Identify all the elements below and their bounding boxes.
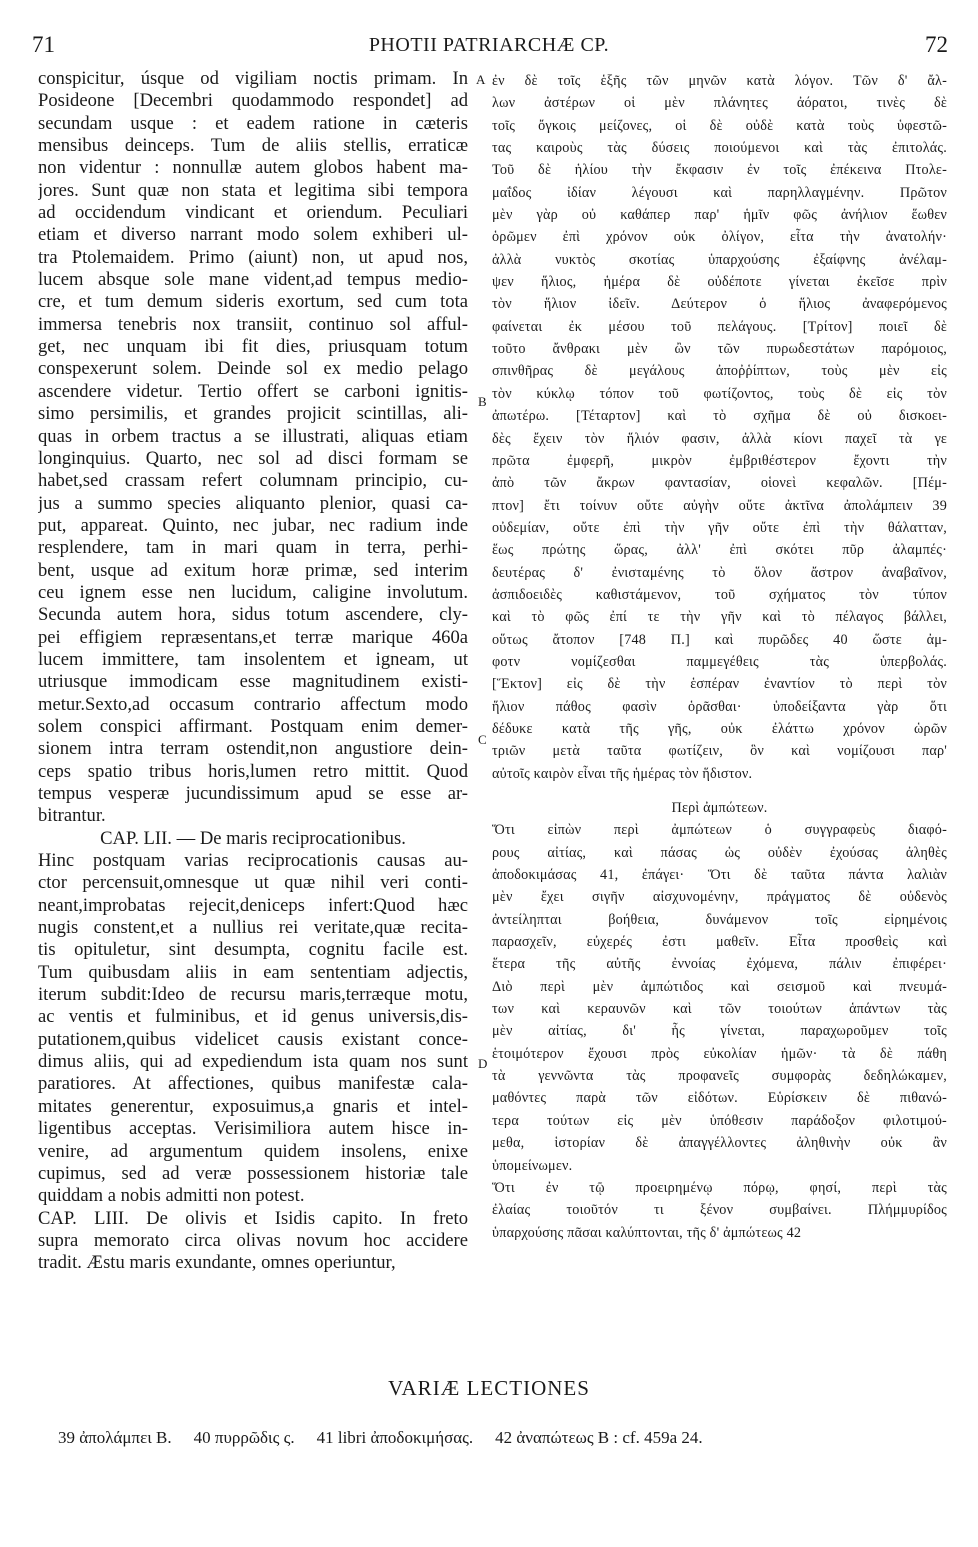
greek-line: τοῖς ὄγκοις μείζονες, οἱ δὲ οὐδὲ κατὰ τοὺς ὑφεστῶ- — [492, 117, 947, 134]
latin-line: jores. Sunt quæ non stata et legitima sibi tempora — [38, 179, 468, 201]
latin-line: bent, usque ad exitum horæ primæ, sed interim — [38, 559, 468, 581]
greek-line: σπινθῆρας δὲ μεγάλους ἀποῤῥίπτων, τοὺς μὲν εἰς — [492, 363, 947, 380]
greek-line: τὸν ἥλιον ἰδεῖν. Δεύτερον ὁ ἥλιος ἀναφερόμενος — [492, 296, 947, 313]
greek-line: ἀσπιδοειδὲς καθιστάμενον, τοῦ σχήματος τὸν τύπον — [492, 586, 947, 603]
greek-line: φαίνεται ἐκ μέσου τοῦ πελάγους. [Τρίτον] ποιεῖ δὲ — [492, 318, 947, 335]
margin-marker-a: A — [476, 72, 486, 87]
greek-line: τερα τούτων εἰς μὲν ὑπόθεσιν παράδοξον φιλοτιμού- — [492, 1112, 947, 1129]
latin-line: metur.Sexto,ad occasum contrario affectum modo — [38, 693, 468, 715]
latin-line: secundam usque : et eadem ratione in cæteris — [38, 112, 468, 134]
latin-line: ad occidendum vindicant et oriendum. Peculiari — [38, 202, 468, 224]
running-title: PHOTII PATRIARCHÆ CP. — [368, 34, 610, 56]
greek-line: Ὅτι ἐν τῷ προειρημένῳ πόρῳ, φησί, περὶ τὰς — [492, 1179, 947, 1196]
greek-line: ἥλιον πάθος φασὶν ὁρᾶσθαι· ὑποδείξαντα γὰρ ὅτι — [492, 698, 947, 715]
greek-line: πτον] ἔτι τοίνυν οὔτε αὐγὴν οὔτε ἀκτῖνα ἀπολάμπειν 39 — [492, 497, 947, 514]
greek-line: μεθα, ἱστορίαν δὲ ἀπαγγέλλοντες ἀληθινὴν οὐκ ἂν — [492, 1135, 947, 1152]
greek-line: ἐλαίας τοιοῦτόν τι ξένον συμβαίνει. Πλήμμυρίδος — [492, 1202, 947, 1219]
greek-line: οὐδεμίαν, οὔτε ἐπὶ τὴν γῆν οὔτε ἐπὶ τὴν θάλατταν, — [492, 519, 947, 536]
greek-line: των καὶ κεραυνῶν καὶ τῶν τοιούτων ἁπάντων τὰς — [492, 1001, 947, 1018]
latin-line: cre, et tum demum sideris exortum, sed cum tota — [38, 291, 468, 313]
latin-line: get, nec unquam ibi fit dies, priusquam totum — [38, 336, 468, 358]
latin-line: ceps spatio tribus horis,lumen retro mittit. Quod — [38, 760, 468, 782]
greek-line: δέδυκε κατὰ τῆς γῆς, οὐκ ἐλάττω χρόνον ὡρῶν — [492, 720, 947, 737]
latin-line: quiddam a nobis admitti non potest. — [38, 1185, 305, 1207]
greek-line: ἀλλὰ νυκτὸς σκοτίας ὑπαρχούσης ἐξαίφνης ἀνέλαμ- — [492, 251, 947, 268]
greek-line: πρῶτα ἐμφερῆ, μικρὸν ἐμβριθέστερον ἔχοντι τὴν — [492, 452, 947, 469]
latin-line: ceu ignem esse nen lucidum, caligine involutum. — [38, 581, 468, 603]
greek-line: ρους αἰτίας, καὶ πάσας ὡς οὐδὲν ἐχούσας ἀληθὲς — [492, 844, 947, 861]
latin-line: utriusque immodicam esse magnitudinem existi- — [38, 671, 468, 693]
greek-line: λων ἀστέρων οἱ μὲν πλάνητες ἀόρατοι, τινὲς δὲ — [492, 95, 947, 112]
greek-line: Ὅτι εἰπὼν περὶ ἀμπώτεων ὁ συγγραφεὺς διαφό- — [492, 822, 947, 839]
greek-line: Περὶ ἀμπώτεων. — [671, 800, 768, 816]
latin-line: non videntur : nonnullæ autem globos habent ma- — [38, 157, 468, 179]
greek-line: ἀπωτέρω. [Τέταρτον] καὶ τὸ σχῆμα δὲ οὐ δισκοει- — [492, 408, 947, 425]
latin-line: lucem immittere, tam insolentem et igneam, ut — [38, 648, 468, 670]
latin-line: supra memorato circa olivas novum hoc accidere — [38, 1229, 468, 1251]
greek-line: ἕως πρώτης ὥρας, ἀλλ' ἐπὶ σκότει πῦρ ἀλαμπές· — [492, 542, 947, 559]
greek-line: αὐτοῖς καιρὸν εἶναι τῆς ἡμέρας τὸν ἥδιστον. — [492, 765, 753, 782]
variant-note: 42 ἀναπώτεως B : cf. 459a 24. — [495, 1428, 703, 1447]
greek-line: ἀποδοκιμάσας 41, ἐπάγει· Ὅτι δὲ ταῦτα πάντα λαλιὰν — [492, 867, 947, 884]
latin-line: CAP. LIII. De olivis et Isidis capito. In freto — [38, 1207, 468, 1229]
latin-line: Tum quibusdam aliis in eam sententiam adjectis, — [38, 961, 468, 983]
latin-line: tradit. Æstu maris exundante, omnes operiuntur, — [38, 1252, 396, 1274]
latin-line: CAP. LII. — De maris reciprocationibus. — [100, 827, 406, 849]
greek-line: παρασχεῖν, εὐχερές ἐστι μαθεῖν. Εἶτα προσθεὶς καὶ — [492, 934, 947, 951]
greek-line: τὸν κύκλῳ τόπον τοῦ φωτίζοντος, τοὺς δὲ εἰς τὸν — [492, 385, 947, 402]
greek-line: μαθόντες παρὰ τῶν εἰδότων. Εὑρίσκειν δὲ πιθανώ- — [492, 1090, 947, 1107]
latin-line: neant,improbatas rejecit,deniceps infert:Quod hæc — [38, 894, 468, 916]
greek-line: ἐν δὲ τοῖς ἑξῆς τῶν μηνῶν κατὰ λόγον. Τῶν δ' ἄλ- — [492, 73, 947, 89]
latin-line: quas in orbem tractus a se illustrati, aliquas etiam — [38, 425, 468, 447]
latin-line: tis opituletur, sint desumpta, cognitu facile est. — [38, 939, 468, 961]
latin-line: dimus aliis, qui ad expediendum ista quam nos sunt — [38, 1051, 468, 1073]
latin-line: ctor percensuit,omnesque ut quæ nihil veri conti- — [38, 872, 468, 894]
latin-line: cupimus, sed ad veræ possessionem historiæ tale — [38, 1162, 468, 1184]
greek-line: δευτέρας δ' ἐνισταμένης τὸ ὅλον ἄστρον ἀναβαῖνον, — [492, 564, 947, 581]
latin-line: ascendere videtur. Tertio offert se carboni ignitis- — [38, 380, 468, 402]
latin-line: jus a summo species aliquanto plenior, quasi ca- — [38, 492, 468, 514]
latin-line: paratiores. At affectiones, quibus manifestæ cala- — [38, 1073, 468, 1095]
latin-line: resplendere, tam in mari quam in terra, perhi- — [38, 537, 468, 559]
greek-line: ἀπὸ τῶν ἄκρων φαντασίαν, οἱονεὶ κεφαλῶν. [Πέμ- — [492, 475, 947, 492]
latin-line: pei effigiem repræsentans,et terræ marique 460a — [38, 626, 468, 648]
latin-line: etiam et diverso narrant modo solem exhiberi ul- — [38, 224, 468, 246]
variant-note: 41 libri ἀποδοκιμήσας. — [316, 1428, 474, 1447]
greek-line: Διὸ περὶ μὲν ἀμπώτιδος καὶ σεισμοῦ καὶ πνευμά- — [492, 978, 947, 995]
greek-line: ἀντείληπται βοήθεια, δυνάμενον τοῖς εἰρημένοις — [492, 911, 947, 928]
latin-line: put, appareat. Quinto, nec jubar, nec radium inde — [38, 514, 468, 536]
greek-line: ὑπαρχούσης πᾶσαι καλύπτονται, τῆς δ' ἀμπώτεως 42 — [492, 1224, 802, 1241]
greek-line: ψεν ἥλιος, ἡμέρα δὲ οὐδέποτε γίνεται ἐκεῖσε πρὶν — [492, 274, 947, 291]
latin-line: tra Ptolemaidem. Primo (aiunt) non, ut apud nos, — [38, 246, 468, 268]
latin-line: lucem absque sole mane vident,ad tempus medio- — [38, 269, 468, 291]
greek-line: μὲν ἔχει σιγῆν αἰσχυνομένην, πράγματος δὲ οὐδενὸς — [492, 889, 947, 906]
variant-note: 39 ἀπολάμπει B. — [58, 1428, 172, 1447]
latin-line: bitrantur. — [38, 805, 106, 827]
latin-line: iterum subdit:Ideo de recursu maris,terræque motu, — [38, 984, 468, 1006]
latin-line: ac ventis et fulminibus, et id genus universis,dis- — [38, 1006, 468, 1028]
latin-line: conspicitur, úsque od vigiliam noctis primam. In — [38, 68, 468, 89]
greek-line: τὰ γεννῶντα τὰς προφανεῖς συμφορὰς δεδηλώκαμεν, — [492, 1068, 947, 1085]
latin-line: sionem intra terram ostendit,non angustiore dein- — [38, 738, 468, 760]
latin-line: venire, ad argumentum quidem insolens, enixe — [38, 1140, 468, 1162]
latin-line: nugis constent,et a nullius rei veritate,quæ recita- — [38, 917, 468, 939]
variant-note: 40 πυρρῶδις ς. — [193, 1428, 295, 1447]
latin-line: simo persimilis, et grandes projicit scintillas, ali- — [38, 403, 468, 425]
greek-line: δὲς ἔχειν τὸν ἥλιόν φασιν, ἀλλὰ κίονι παχεῖ τὰ γε — [492, 430, 947, 447]
margin-marker-b: B — [478, 394, 487, 409]
latin-line: Secunda autem hora, sidus totum ascendere, cly- — [38, 604, 468, 626]
variae-notes — [58, 1428, 938, 1448]
greek-line: τριῶν μετὰ ταῦτα φωτίζειν, ὃν καὶ νομίζουσι παρ' — [492, 743, 947, 760]
greek-line: φοτν νομίζεσθαι παμμεγέθεις τὰς ὑπερβολάς. — [492, 653, 947, 670]
page-number-left: 71 — [32, 32, 55, 57]
latin-line: tempus vesperæ jucundissimum apud se esse ar- — [38, 783, 468, 804]
page-number-right: 72 — [925, 32, 948, 57]
page-header — [30, 32, 948, 66]
greek-line: καὶ τὸ φῶς ἐπί τε τὴν γῆν καὶ τὸ πέλαγος βάλλει, — [492, 609, 947, 626]
latin-line: habet,sed crassam refert columnam principio, cu- — [38, 470, 468, 492]
greek-line: μὲν γὰρ οὐ καθάπερ παρ' ἡμῖν φῶς ἀνήλιον ἕωθεν — [492, 207, 947, 224]
margin-marker-c: C — [478, 732, 487, 747]
greek-line: ὁρῶμεν ἐπὶ χρόνον οὐκ ὀλίγον, εἶτα τὴν ἀνατολήν· — [492, 229, 947, 246]
latin-line: mensibus deinceps. Tum de aliis stellis, erraticæ — [38, 135, 468, 157]
greek-column — [492, 70, 947, 1244]
greek-line: τας καιροὺς τὰς δύσεις ποιούμενοι καὶ τὰς ἐπιτολάς. — [492, 140, 947, 157]
latin-line: solem conspici affirmant. Postquam enim demer- — [38, 715, 468, 737]
latin-line: mitates generentur, exposuimus,a gnaris et intel- — [38, 1095, 468, 1117]
greek-line: ἑτοιμότερον ἔχουσι πρὸς εὐκολίαν ἡμῶν· τὰ δὲ πάθη — [492, 1045, 947, 1062]
latin-line: Posideone [Decembri quodammodo respondet] ad — [38, 90, 468, 112]
greek-line: Τοῦ δὲ ἡλίου τὴν ἔκφασιν ἐν τοῖς ἐπέκεινα Πτολε- — [492, 162, 947, 179]
latin-line: longinquius. Quarto, nec sol ad disci formam se — [38, 447, 468, 469]
latin-line: ligentibus acceptas. Verisimiliora autem hisce in- — [38, 1118, 468, 1140]
greek-line: [Ἕκτον] εἰς δὲ τὴν ἑσπέραν ἐναντίον τὸ περὶ τὸν — [492, 676, 947, 693]
margin-marker-d: D — [478, 1056, 488, 1071]
latin-line: immersa tenebris nox transiit, continuo sol afful- — [38, 313, 468, 335]
greek-line: οὕτως ἄτοπον [748 Π.] καὶ πυρῶδες 40 ὥστε ἀμ- — [492, 631, 947, 648]
latin-column — [38, 68, 468, 1275]
latin-line: putationem,quibus videlicet causis existant conce- — [38, 1028, 468, 1050]
greek-line — [492, 785, 947, 797]
greek-line: μαΐδος ἰδίαν λέγουσι καὶ παρηλλαγμένην. Πρῶτον — [492, 184, 947, 201]
variae-lectiones-title: VARIÆ LECTIONES — [388, 1376, 590, 1400]
latin-line: Hinc postquam varias reciprocationis causas au- — [38, 850, 468, 872]
greek-line: μὲν αἰτίας, δι' ἧς γίνεται, παραχωροῦμεν τοῖς — [492, 1023, 947, 1040]
latin-line: conspexerunt solem. Deinde sol ex medio pelago — [38, 358, 468, 380]
greek-line: τοῦτο ἄνθρακι μὲν ὢν τῶν πυρωδεστάτων παρόμοιος, — [492, 341, 947, 358]
greek-line: ἕτερα τῆς αὐτῆς ἐννοίας ἐχόμενα, πάλιν ἐπιφέρει· — [492, 956, 947, 973]
greek-line: ὑπομείνωμεν. — [492, 1157, 573, 1174]
